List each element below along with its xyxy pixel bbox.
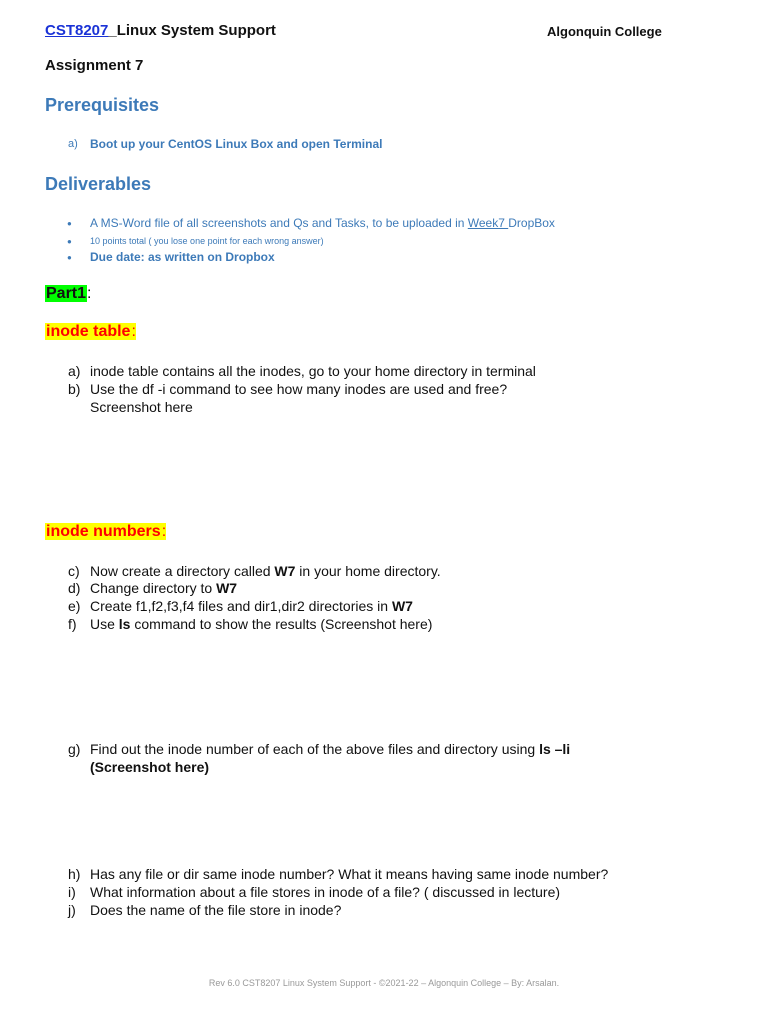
- list-item-f: f) Use ls command to show the results (Screenshot here): [68, 616, 433, 632]
- inode-numbers-heading: inode numbers:: [46, 523, 167, 540]
- doc-header: [45, 22, 276, 39]
- prerequisites-heading: Prerequisites: [45, 95, 160, 115]
- deliverable-item-1: A MS-Word file of all screenshots and Qs and Tasks, to be uploaded in Week7 DropBox: [90, 216, 555, 230]
- week7-link[interactable]: Week7: [467, 216, 509, 230]
- list-item-i: i) What information about a file stores in inode of a file? ( discussed in lecture): [68, 884, 561, 900]
- list-item-g-line2: (Screenshot here): [90, 759, 210, 775]
- bullet-icon: ●: [67, 237, 72, 246]
- college-name: Algonquin College: [547, 24, 662, 39]
- list-item-c: c) Now create a directory called W7 in your home directory.: [68, 563, 441, 579]
- list-item-e: e) Create f1,f2,f3,f4 files and dir1,dir2 directories in W7: [68, 598, 413, 614]
- prereq-item-a: Boot up your CentOS Linux Box and open Terminal: [90, 137, 383, 151]
- page-footer: Rev 6.0 CST8207 Linux System Support - ©2021-22 – Algonquin College – By: Arsalan.: [208, 978, 560, 988]
- course-code-link[interactable]: CST8207: [45, 22, 109, 39]
- deliverable-item-2: 10 points total ( you lose one point for each wrong answer): [90, 236, 324, 246]
- inode-table-heading: inode table:: [46, 323, 136, 340]
- list-item-d: d) Change directory to W7: [68, 580, 238, 596]
- screenshot-placeholder: Screenshot here: [90, 399, 193, 415]
- bullet-icon: ●: [67, 253, 72, 262]
- part1-heading: Part1:: [46, 285, 92, 302]
- prereq-label-a: a): [68, 138, 78, 150]
- list-item-h: h) Has any file or dir same inode number? What it means having same inode number?: [68, 866, 609, 882]
- assignment-title: Assignment 7: [45, 57, 144, 74]
- list-item-b: b) Use the df -i command to see how many inodes are used and free?: [68, 381, 508, 397]
- list-item-a: a) inode table contains all the inodes, go to your home directory in terminal: [68, 363, 536, 379]
- deliverable-item-3: Due date: as written on Dropbox: [90, 250, 275, 264]
- list-item-g: g) Find out the inode number of each of the above files and directory using ls –li: [68, 741, 571, 757]
- course-title: _Linux System Support: [108, 22, 276, 39]
- bullet-icon: ●: [67, 219, 72, 228]
- list-item-j: j) Does the name of the file store in inode?: [68, 902, 342, 918]
- deliverables-heading: Deliverables: [45, 174, 152, 194]
